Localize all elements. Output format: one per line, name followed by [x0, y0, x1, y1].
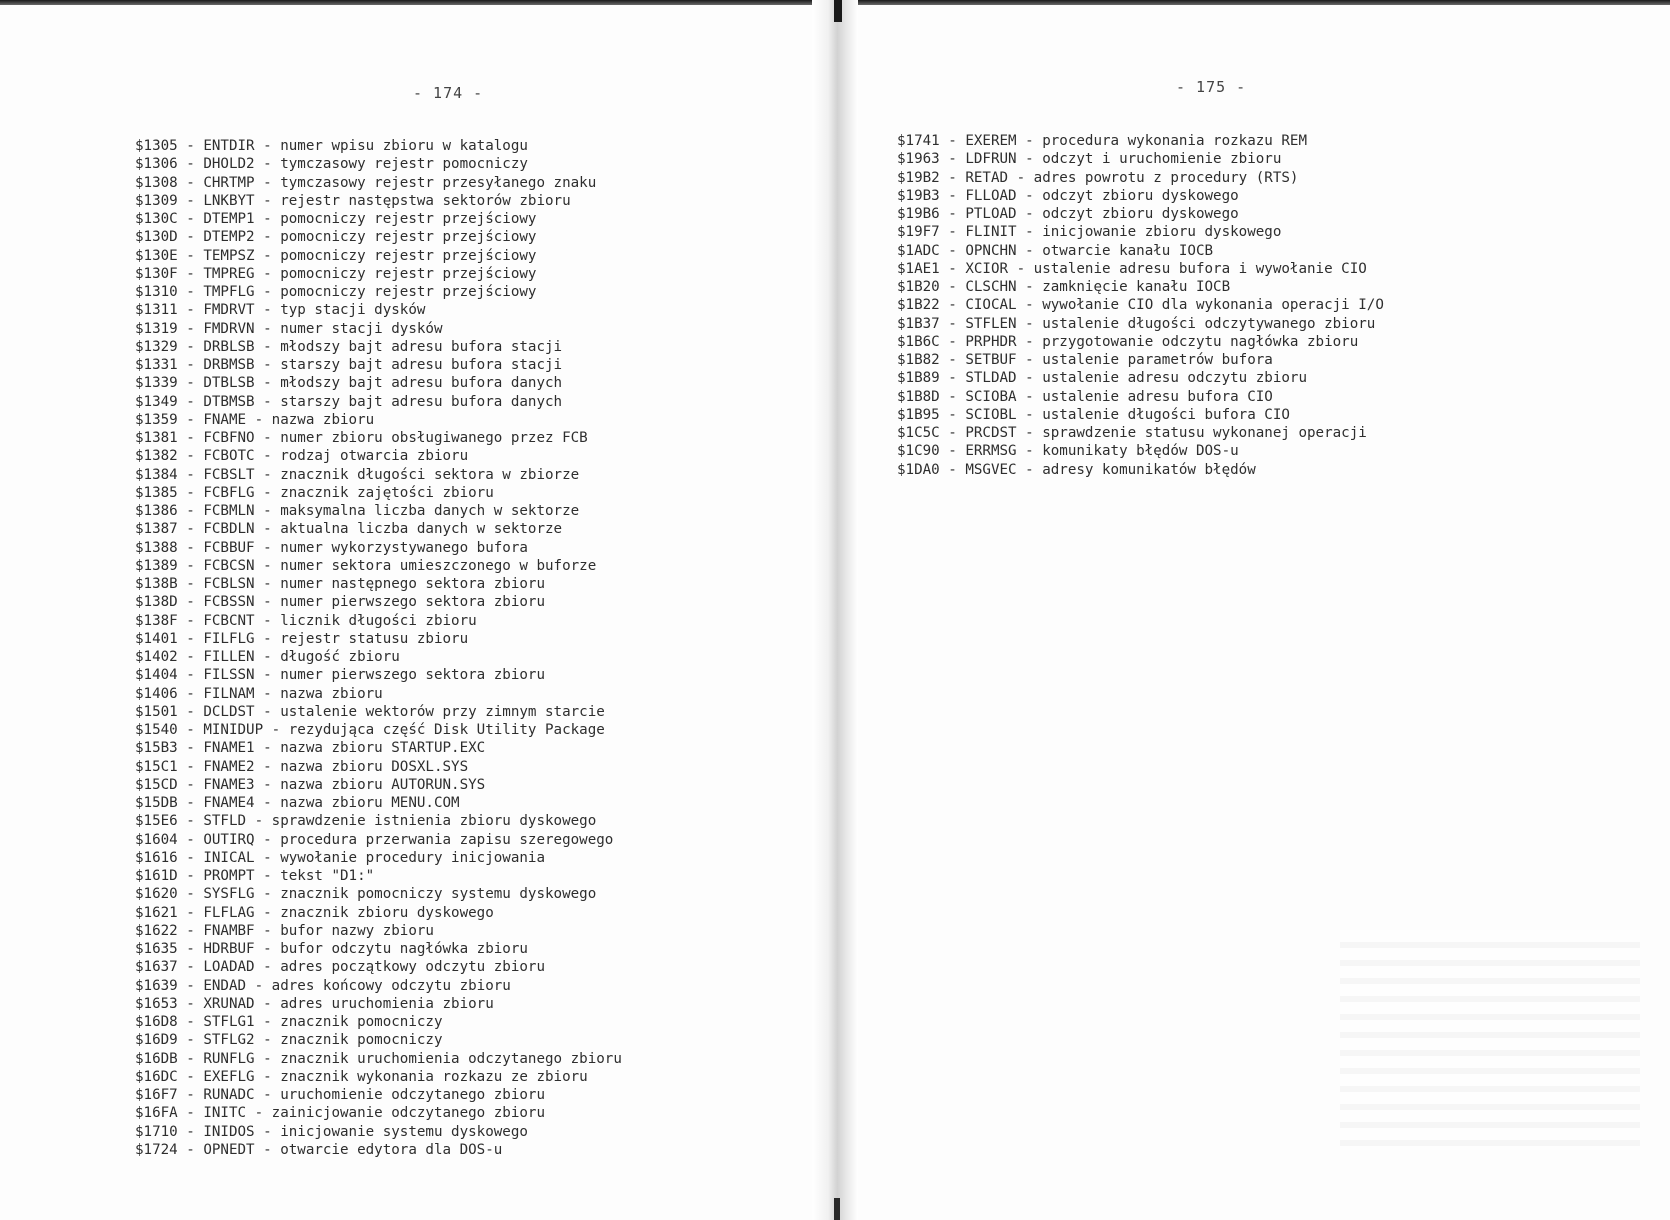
memory-map-entry: $1B37 - STFLEN - ustalenie długości odczytywanego zbioru [897, 315, 1376, 332]
memory-map-entry: $1637 - LOADAD - adres początkowy odczytu zbioru [135, 959, 545, 976]
memory-map-entry: $1406 - FILNAM - nazwa zbioru [135, 685, 383, 702]
memory-map-entry: $15DB - FNAME4 - nazwa zbioru MENU.COM [135, 795, 460, 811]
memory-map-entry: $161D - PROMPT - tekst "D1:" [135, 868, 375, 884]
memory-map-entry: $1C5C - PRCDST - sprawdzenie statusu wykonanej operacji [897, 425, 1367, 441]
memory-map-entry: $1B8D - SCIOBA - ustalenie adresu bufora CIO [897, 388, 1273, 405]
memory-map-entry: $1349 - DTBMSB - starszy bajt adresu bufora danych [135, 393, 563, 410]
gutter-shadow-top [834, 0, 842, 22]
memory-map-entry: $1388 - FCBBUF - numer wykorzystywanego bufora [135, 539, 528, 556]
memory-map-entry: $1382 - FCBOTC - rodzaj otwarcia zbioru [135, 448, 469, 465]
memory-map-entry: $1B20 - CLSCHN - zamknięcie kanału IOCB [897, 279, 1231, 295]
memory-map-entry: $1C90 - ERRMSG - komunikaty błędów DOS-u [897, 443, 1239, 460]
memory-map-entry: $16FA - INITC - zainicjowanie odczytanego zbioru [135, 1105, 545, 1122]
memory-map-entry: $130E - TEMPSZ - pomocniczy rejestr przejściowy [135, 247, 537, 264]
memory-map-entry: $130D - DTEMP2 - pomocniczy rejestr przejściowy [135, 229, 537, 246]
memory-map-entry: $1402 - FILLEN - długość zbioru [135, 649, 400, 665]
memory-map-entry: $19B3 - FLLOAD - odczyt zbioru dyskowego [897, 187, 1239, 204]
memory-map-list-right [897, 132, 1384, 479]
memory-map-entry: $1384 - FCBSLT - znacznik długości sektora w zbiorze [135, 466, 580, 483]
memory-map-entry: $15C1 - FNAME2 - nazwa zbioru DOSXL.SYS [135, 758, 469, 775]
memory-map-entry: $15B3 - FNAME1 - nazwa zbioru STARTUP.EXC [135, 740, 486, 757]
memory-map-entry: $1339 - DTBLSB - młodszy bajt adresu bufora danych [135, 375, 563, 392]
memory-map-entry: $1501 - DCLDST - ustalenie wektorów przy zimnym starcie [135, 703, 605, 720]
memory-map-entry: $1385 - FCBFLG - znacznik zajętości zbioru [135, 484, 494, 501]
memory-map-entry: $1331 - DRBMSB - starszy bajt adresu bufora stacji [135, 357, 563, 373]
memory-map-entry: $1309 - LNKBYT - rejestr następstwa sektorów zbioru [135, 192, 571, 209]
memory-map-entry: $1404 - FILSSN - numer pierwszego sektora zbioru [135, 667, 545, 684]
memory-map-entry: $130F - TMPREG - pomocniczy rejestr przejściowy [135, 265, 537, 282]
memory-map-entry: $1389 - FCBCSN - numer sektora umieszczonego w buforze [135, 557, 597, 574]
memory-map-entry: $1B89 - STLDAD - ustalenie adresu odczytu zbioru [897, 370, 1307, 387]
memory-map-entry: $138B - FCBLSN - numer następnego sektora zbioru [135, 576, 545, 592]
page-number-right: - 175 - [1176, 78, 1247, 96]
memory-map-entry: $1387 - FCBDLN - aktualna liczba danych w sektorze [135, 521, 563, 538]
memory-map-entry: $19B2 - RETAD - adres powrotu z procedury (RTS) [897, 169, 1299, 186]
memory-map-entry: $1620 - SYSFLG - znacznik pomocniczy systemu dyskowego [135, 886, 597, 903]
memory-map-entry: $1B6C - PRPHDR - przygotowanie odczytu nagłówka zbioru [897, 333, 1359, 350]
memory-map-entry: $16D8 - STFLG1 - znacznik pomocniczy [135, 1014, 443, 1030]
memory-map-entry: $16DC - EXEFLG - znacznik wykonania rozkazu ze zbioru [135, 1068, 588, 1085]
memory-map-entry: $16DB - RUNFLG - znacznik uruchomienia odczytanego zbioru [135, 1050, 622, 1067]
memory-map-entry: $15E6 - STFLD - sprawdzenie istnienia zbioru dyskowego [135, 813, 597, 830]
memory-map-entry: $1306 - DHOLD2 - tymczasowy rejestr pomocniczy [135, 156, 528, 173]
memory-map-entry: $138F - FCBCNT - licznik długości zbioru [135, 612, 477, 629]
memory-map-entry: $1622 - FNAMBF - bufor nazwy zbioru [135, 922, 434, 939]
memory-map-entry: $1B22 - CIOCAL - wywołanie CIO dla wykonania operacji I/O [897, 297, 1384, 314]
memory-map-entry: $1621 - FLFLAG - znacznik zbioru dyskowego [135, 904, 494, 921]
memory-map-entry: $16F7 - RUNADC - uruchomienie odczytanego zbioru [135, 1087, 545, 1103]
memory-map-entry: $1724 - OPNEDT - otwarcie edytora dla DOS-u [135, 1141, 503, 1158]
memory-map-entry: $138D - FCBSSN - numer pierwszego sektora zbioru [135, 594, 545, 611]
memory-map-entry: $1653 - XRUNAD - adres uruchomienia zbioru [135, 995, 494, 1012]
memory-map-entry: $1604 - OUTIRQ - procedura przerwania zapisu szeregowego [135, 831, 614, 848]
memory-map-list-left [135, 137, 622, 1159]
show-through-text [1340, 930, 1640, 1150]
memory-map-entry: $1359 - FNAME - nazwa zbioru [135, 411, 375, 428]
memory-map-entry: $1616 - INICAL - wywołanie procedury inicjowania [135, 849, 545, 866]
memory-map-entry: $1B82 - SETBUF - ustalenie parametrów bufora [897, 352, 1273, 368]
memory-map-entry: $1401 - FILFLG - rejestr statusu zbioru [135, 630, 469, 647]
memory-map-entry: $19B6 - PTLOAD - odczyt zbioru dyskowego [897, 206, 1239, 222]
book-gutter [812, 0, 858, 1220]
memory-map-entry: $15CD - FNAME3 - nazwa zbioru AUTORUN.SYS [135, 776, 486, 793]
memory-map-entry: $1310 - TMPFLG - pomocniczy rejestr przejściowy [135, 284, 537, 300]
memory-map-entry: $1710 - INIDOS - inicjowanie systemu dyskowego [135, 1123, 528, 1140]
memory-map-entry: $1635 - HDRBUF - bufor odczytu nagłówka zbioru [135, 941, 528, 957]
memory-map-entry: $1540 - MINIDUP - rezydująca część Disk Utility Package [135, 722, 605, 738]
memory-map-entry: $1741 - EXEREM - procedura wykonania rozkazu REM [897, 133, 1307, 149]
page-number-left: - 174 - [413, 84, 484, 102]
memory-map-entry: $1381 - FCBFNO - numer zbioru obsługiwanego przez FCB [135, 430, 588, 446]
memory-map-entry: $16D9 - STFLG2 - znacznik pomocniczy [135, 1032, 443, 1049]
memory-map-entry: $1329 - DRBLSB - młodszy bajt adresu bufora stacji [135, 338, 563, 355]
memory-map-entry: $1AE1 - XCIOR - ustalenie adresu bufora i wywołanie CIO [897, 260, 1367, 277]
memory-map-entry: $1963 - LDFRUN - odczyt i uruchomienie zbioru [897, 151, 1282, 168]
memory-map-entry: $1308 - CHRTMP - tymczasowy rejestr przesyłanego znaku [135, 174, 597, 191]
memory-map-entry: $1305 - ENTDIR - numer wpisu zbioru w katalogu [135, 138, 528, 154]
memory-map-entry: $1311 - FMDRVT - typ stacji dysków [135, 302, 426, 319]
gutter-shadow-bottom [834, 1198, 840, 1220]
memory-map-entry: $1386 - FCBMLN - maksymalna liczba danych w sektorze [135, 503, 580, 519]
memory-map-entry: $1ADC - OPNCHN - otwarcie kanału IOCB [897, 242, 1214, 259]
memory-map-entry: $1B95 - SCIOBL - ustalenie długości bufora CIO [897, 406, 1290, 423]
memory-map-entry: $130C - DTEMP1 - pomocniczy rejestr przejściowy [135, 211, 537, 227]
memory-map-entry: $1DA0 - MSGVEC - adresy komunikatów błędów [897, 461, 1256, 478]
memory-map-entry: $19F7 - FLINIT - inicjowanie zbioru dyskowego [897, 224, 1282, 241]
memory-map-entry: $1319 - FMDRVN - numer stacji dysków [135, 320, 443, 337]
memory-map-entry: $1639 - ENDAD - adres końcowy odczytu zbioru [135, 977, 511, 994]
